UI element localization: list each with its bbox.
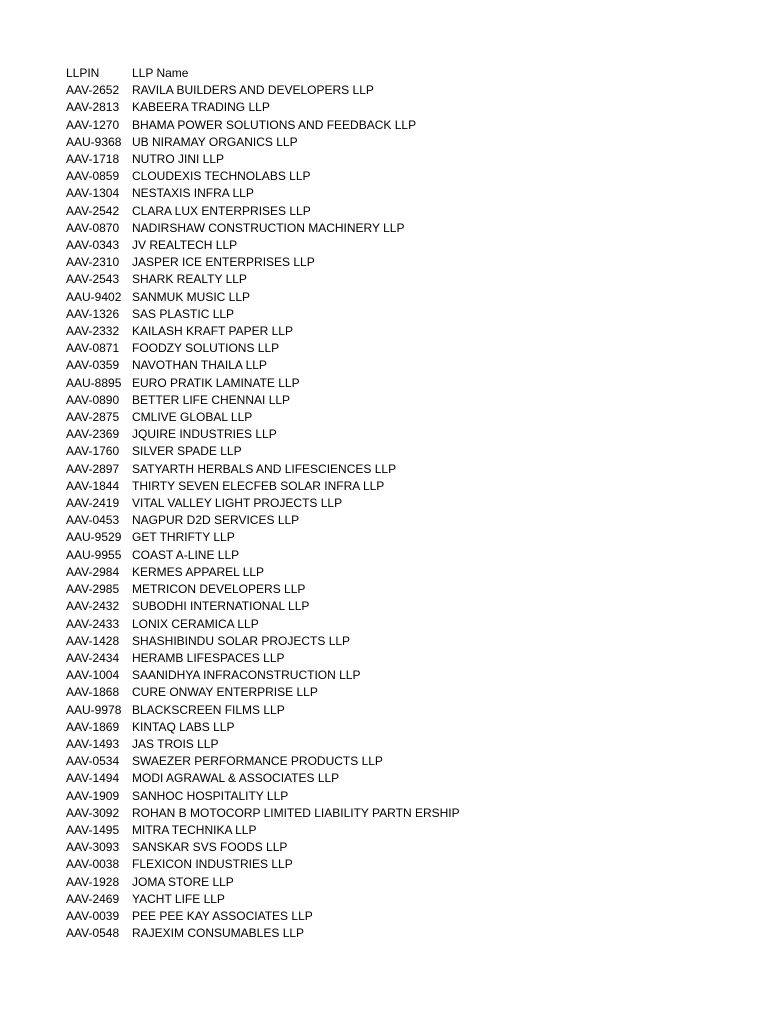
llpin-cell: AAU-9529 bbox=[66, 530, 122, 545]
table-row bbox=[66, 839, 460, 856]
llpin-cell: AAV-1928 bbox=[66, 874, 120, 889]
table-row bbox=[66, 856, 460, 873]
llp-name-cell: SAANIDHYA INFRACONSTRUCTION LLP bbox=[132, 668, 361, 683]
llpin-cell: AAV-0890 bbox=[66, 392, 120, 407]
table-row bbox=[66, 478, 460, 495]
llpin-cell: AAV-0548 bbox=[66, 926, 120, 941]
table-row bbox=[66, 117, 460, 134]
llpin-cell: AAV-0871 bbox=[66, 341, 120, 356]
llpin-cell: AAV-1493 bbox=[66, 736, 120, 751]
llpin-cell: AAV-2434 bbox=[66, 650, 120, 665]
llpin-cell: AAV-1326 bbox=[66, 306, 120, 321]
llp-name-cell: CLARA LUX ENTERPRISES LLP bbox=[132, 203, 311, 218]
llpin-cell: AAV-2332 bbox=[66, 324, 120, 339]
llp-name-cell: SANMUK MUSIC LLP bbox=[132, 289, 251, 304]
llp-name-cell: NESTAXIS INFRA LLP bbox=[132, 186, 254, 201]
table-row bbox=[66, 323, 460, 340]
llpin-cell: AAV-2432 bbox=[66, 599, 120, 614]
llpin-cell: AAU-9955 bbox=[66, 547, 122, 562]
llp-name-cell: KERMES APPAREL LLP bbox=[132, 564, 265, 579]
llp-name-cell: SHASHIBINDU SOLAR PROJECTS LLP bbox=[132, 633, 351, 648]
table-row bbox=[66, 753, 460, 770]
llpin-cell: AAV-2419 bbox=[66, 496, 120, 511]
llpin-cell: AAV-2652 bbox=[66, 83, 120, 98]
llp-name-cell: CURE ONWAY ENTERPRISE LLP bbox=[132, 685, 318, 700]
llpin-cell: AAV-2875 bbox=[66, 410, 120, 425]
llpin-cell: AAV-3092 bbox=[66, 805, 120, 820]
llp-name-cell: GET THRIFTY LLP bbox=[132, 530, 235, 545]
llp-name-cell: KABEERA TRADING LLP bbox=[132, 100, 270, 115]
table-row bbox=[66, 512, 460, 529]
table-row bbox=[66, 547, 460, 564]
llpin-cell: AAV-2433 bbox=[66, 616, 120, 631]
llp-name-cell: RAJEXIM CONSUMABLES LLP bbox=[132, 926, 305, 941]
llpin-cell: AAV-2813 bbox=[66, 100, 120, 115]
llp-name-cell: SAS PLASTIC LLP bbox=[132, 306, 235, 321]
table-row bbox=[66, 237, 460, 254]
table-row bbox=[66, 684, 460, 701]
table-row bbox=[66, 340, 460, 357]
table-row bbox=[66, 667, 460, 684]
table-row bbox=[66, 357, 460, 374]
llp-name-cell: JAS TROIS LLP bbox=[132, 736, 219, 751]
table-row bbox=[66, 598, 460, 615]
table-row bbox=[66, 306, 460, 323]
table-row bbox=[66, 908, 460, 925]
llpin-cell: AAV-1718 bbox=[66, 152, 120, 167]
llpin-cell: AAV-1004 bbox=[66, 668, 120, 683]
llpin-cell: AAV-2543 bbox=[66, 272, 120, 287]
llpin-cell: AAV-2369 bbox=[66, 427, 120, 442]
table-row bbox=[66, 788, 460, 805]
table-row bbox=[66, 289, 460, 306]
table-row bbox=[66, 805, 460, 822]
llpin-cell: AAV-1428 bbox=[66, 633, 120, 648]
table-row bbox=[66, 581, 460, 598]
llp-name-cell: BETTER LIFE CHENNAI LLP bbox=[132, 392, 291, 407]
llp-name-cell: SATYARTH HERBALS AND LIFESCIENCES LLP bbox=[132, 461, 397, 476]
llpin-cell: AAV-1494 bbox=[66, 771, 120, 786]
llpin-cell: AAV-1760 bbox=[66, 444, 120, 459]
header-llpin: LLPIN bbox=[66, 66, 100, 80]
table-row bbox=[66, 203, 460, 220]
llpin-cell: AAV-0870 bbox=[66, 220, 120, 235]
table-row bbox=[66, 461, 460, 478]
table-row bbox=[66, 495, 460, 512]
llp-name-cell: BHAMA POWER SOLUTIONS AND FEEDBACK LLP bbox=[132, 117, 417, 132]
llp-name-cell: JOMA STORE LLP bbox=[132, 874, 234, 889]
llpin-cell: AAV-1868 bbox=[66, 685, 120, 700]
llpin-cell: AAU-9978 bbox=[66, 702, 122, 717]
llp-name-cell: PEE PEE KAY ASSOCIATES LLP bbox=[132, 908, 313, 923]
llpin-cell: AAV-0039 bbox=[66, 908, 120, 923]
table-row bbox=[66, 185, 460, 202]
llp-name-cell: METRICON DEVELOPERS LLP bbox=[132, 582, 306, 597]
table-row bbox=[66, 650, 460, 667]
table-row bbox=[66, 891, 460, 908]
llp-name-cell: EURO PRATIK LAMINATE LLP bbox=[132, 375, 300, 390]
table-row bbox=[66, 134, 460, 151]
table-row bbox=[66, 220, 460, 237]
table-row bbox=[66, 719, 460, 736]
llp-name-cell: SILVER SPADE LLP bbox=[132, 444, 242, 459]
table-row bbox=[66, 82, 460, 99]
llpin-cell: AAV-0359 bbox=[66, 358, 120, 373]
llp-name-cell: JV REALTECH LLP bbox=[132, 238, 238, 253]
table-row bbox=[66, 702, 460, 719]
llp-name-cell: RAVILA BUILDERS AND DEVELOPERS LLP bbox=[132, 83, 374, 98]
table-body bbox=[66, 82, 460, 942]
llp-name-cell: NUTRO JINI LLP bbox=[132, 152, 225, 167]
llpin-cell: AAV-1844 bbox=[66, 478, 120, 493]
llpin-cell: AAV-0343 bbox=[66, 238, 120, 253]
llpin-cell: AAU-9368 bbox=[66, 134, 122, 149]
llpin-cell: AAV-1495 bbox=[66, 822, 120, 837]
llp-name-cell: MITRA TECHNIKA LLP bbox=[132, 822, 257, 837]
table-row bbox=[66, 736, 460, 753]
table-row bbox=[66, 443, 460, 460]
table-row bbox=[66, 616, 460, 633]
llp-name-cell: SUBODHI INTERNATIONAL LLP bbox=[132, 599, 310, 614]
table-row bbox=[66, 874, 460, 891]
table-row bbox=[66, 375, 460, 392]
llp-name-cell: CMLIVE GLOBAL LLP bbox=[132, 410, 253, 425]
llp-name-cell: NAGPUR D2D SERVICES LLP bbox=[132, 513, 300, 528]
llp-name-cell: NADIRSHAW CONSTRUCTION MACHINERY LLP bbox=[132, 220, 405, 235]
llpin-cell: AAV-2984 bbox=[66, 564, 120, 579]
table-row bbox=[66, 925, 460, 942]
llp-name-cell: FOODZY SOLUTIONS LLP bbox=[132, 341, 280, 356]
llp-name-cell: CLOUDEXIS TECHNOLABS LLP bbox=[132, 169, 311, 184]
table-row bbox=[66, 151, 460, 168]
llp-name-cell: FLEXICON INDUSTRIES LLP bbox=[132, 857, 293, 872]
llp-name-cell: UB NIRAMAY ORGANICS LLP bbox=[132, 134, 298, 149]
llpin-cell: AAV-0534 bbox=[66, 754, 120, 769]
table-header-row bbox=[66, 65, 460, 82]
llpin-cell: AAV-2542 bbox=[66, 203, 120, 218]
llp-name-cell: NAVOTHAN THAILA LLP bbox=[132, 358, 267, 373]
llp-name-cell: VITAL VALLEY LIGHT PROJECTS LLP bbox=[132, 496, 343, 511]
llpin-cell: AAV-1304 bbox=[66, 186, 120, 201]
llpin-cell: AAV-0859 bbox=[66, 169, 120, 184]
table-row bbox=[66, 99, 460, 116]
llp-name-cell: MODI AGRAWAL & ASSOCIATES LLP bbox=[132, 771, 340, 786]
table-row bbox=[66, 633, 460, 650]
llpin-cell: AAV-2310 bbox=[66, 255, 120, 270]
llp-name-cell: LONIX CERAMICA LLP bbox=[132, 616, 259, 631]
llpin-cell: AAV-2897 bbox=[66, 461, 120, 476]
llp-name-cell: SANHOC HOSPITALITY LLP bbox=[132, 788, 289, 803]
table-row bbox=[66, 271, 460, 288]
llp-name-cell: JASPER ICE ENTERPRISES LLP bbox=[132, 255, 315, 270]
llpin-cell: AAV-2985 bbox=[66, 582, 120, 597]
llp-name-cell: HERAMB LIFESPACES LLP bbox=[132, 650, 285, 665]
llp-name-cell: SANSKAR SVS FOODS LLP bbox=[132, 840, 288, 855]
llpin-cell: AAV-2469 bbox=[66, 891, 120, 906]
table-row bbox=[66, 392, 460, 409]
llp-list-sheet bbox=[66, 65, 460, 942]
llp-name-cell: KINTAQ LABS LLP bbox=[132, 719, 235, 734]
llp-name-cell: ROHAN B MOTOCORP LIMITED LIABILITY PARTN ERSHIP bbox=[132, 805, 460, 820]
table-row bbox=[66, 426, 460, 443]
llp-name-cell: SWAEZER PERFORMANCE PRODUCTS LLP bbox=[132, 754, 383, 769]
llp-name-cell: YACHT LIFE LLP bbox=[132, 891, 225, 906]
llpin-cell: AAV-1909 bbox=[66, 788, 120, 803]
llp-name-cell: SHARK REALTY LLP bbox=[132, 272, 247, 287]
table-row bbox=[66, 409, 460, 426]
llp-name-cell: JQUIRE INDUSTRIES LLP bbox=[132, 427, 277, 442]
table-row bbox=[66, 770, 460, 787]
llpin-cell: AAV-1869 bbox=[66, 719, 120, 734]
llpin-cell: AAU-9402 bbox=[66, 289, 122, 304]
table-row bbox=[66, 168, 460, 185]
header-llp-name: LLP Name bbox=[132, 66, 189, 80]
llpin-cell: AAV-0453 bbox=[66, 513, 120, 528]
table-row bbox=[66, 254, 460, 271]
llp-name-cell: KAILASH KRAFT PAPER LLP bbox=[132, 324, 293, 339]
llpin-cell: AAU-8895 bbox=[66, 375, 122, 390]
llpin-cell: AAV-1270 bbox=[66, 117, 120, 132]
table-row bbox=[66, 564, 460, 581]
llp-name-cell: THIRTY SEVEN ELECFEB SOLAR INFRA LLP bbox=[132, 478, 385, 493]
table-row bbox=[66, 529, 460, 546]
llp-name-cell: BLACKSCREEN FILMS LLP bbox=[132, 702, 285, 717]
llpin-cell: AAV-3093 bbox=[66, 840, 120, 855]
llp-table bbox=[66, 65, 460, 942]
llpin-cell: AAV-0038 bbox=[66, 857, 120, 872]
llp-name-cell: COAST A-LINE LLP bbox=[132, 547, 240, 562]
table-row bbox=[66, 822, 460, 839]
